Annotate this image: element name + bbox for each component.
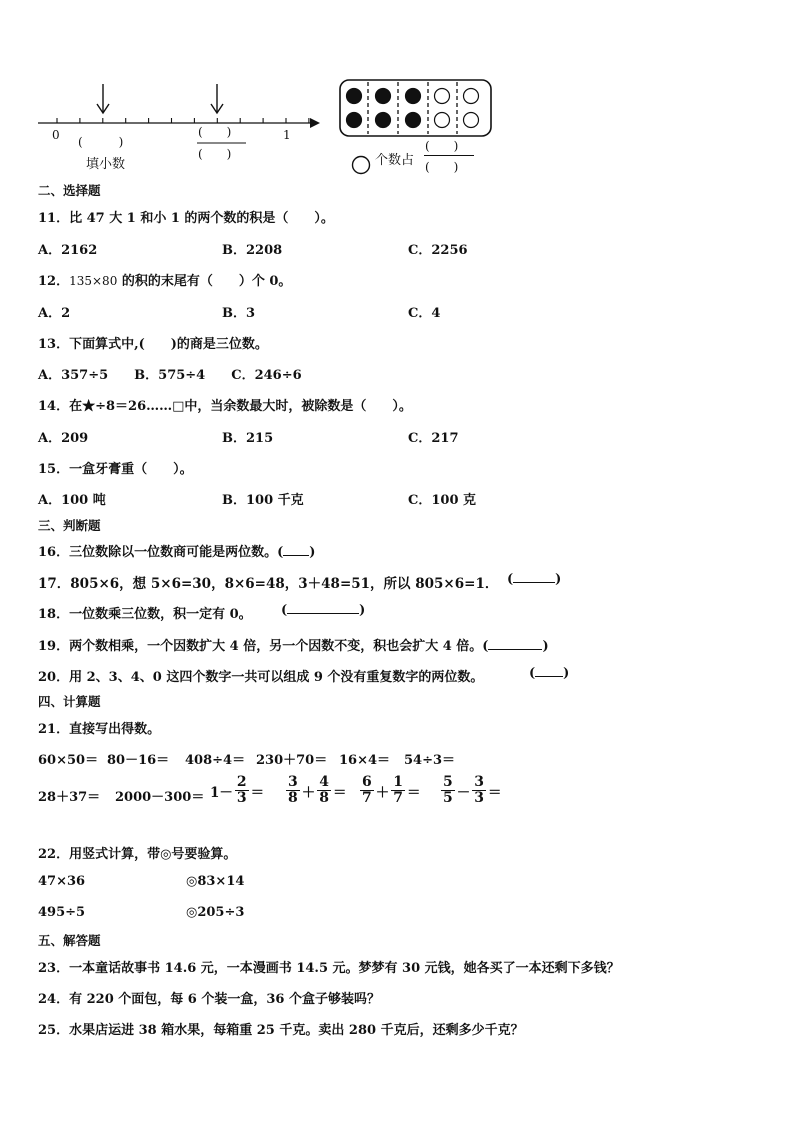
calc-item: 230＋70＝	[256, 753, 328, 768]
calc-item: 16×4＝	[339, 753, 391, 768]
grid-fraction-bottom: ( )	[425, 160, 459, 174]
fraction-blank-bottom[interactable]: ( )	[198, 147, 232, 161]
f3-operator: ＋	[375, 784, 390, 801]
q12-number: 12．	[38, 274, 70, 289]
q15-option-b[interactable]: B．100 千克	[222, 493, 304, 508]
q17-answer-blank[interactable]	[513, 582, 555, 583]
filled-dot	[347, 113, 362, 128]
f4-equals: ＝	[488, 784, 502, 801]
q12-option-b[interactable]: B．3	[222, 306, 256, 321]
vertical-calc-item: 495÷5	[38, 905, 86, 920]
q18-close: )	[359, 603, 366, 618]
fraction	[286, 775, 300, 806]
q20-open: (	[529, 666, 536, 681]
q16-close: )	[309, 545, 316, 560]
denominator: 7	[362, 790, 372, 806]
decimal-blank-a[interactable]: ( )	[78, 135, 124, 149]
question-19	[38, 635, 549, 654]
filled-dot	[406, 89, 421, 104]
fraction	[391, 775, 405, 806]
calc-item: 28＋37＝	[38, 790, 101, 805]
q14-option-c[interactable]: C．217	[408, 431, 459, 446]
q20-answer-blank[interactable]	[535, 676, 563, 677]
q20-close: )	[563, 666, 570, 681]
question-17	[38, 572, 498, 592]
question-23: 23．一本童话故事书 14.6 元，一本漫画书 14.5 元。梦梦有 30 元钱，她各买了一本还剩下多钱？	[38, 961, 620, 976]
fraction	[317, 775, 331, 806]
q13-options[interactable]: A．357÷5 B．575÷4 C．246÷6	[38, 368, 302, 383]
denominator: 3	[236, 790, 247, 806]
question-21: 21．直接写出得数。	[38, 722, 161, 737]
number-line-figure	[0, 70, 330, 170]
fraction-expression-4	[439, 775, 502, 806]
q15-option-c[interactable]: C．100 克	[408, 493, 477, 508]
fraction-blank-top[interactable]: ( )	[198, 125, 232, 139]
numerator: 6	[362, 774, 372, 790]
f4-operator: －	[456, 784, 471, 801]
q12-option-a[interactable]: A．2	[38, 306, 71, 321]
fraction	[360, 775, 374, 806]
question-22: 22．用竖式计算，带◎号要验算。	[38, 847, 237, 862]
grid-fraction-bar	[424, 155, 474, 156]
q12-option-c[interactable]: C．4	[408, 306, 441, 321]
f2-equals: ＝	[333, 784, 347, 801]
numerator: 2	[236, 774, 247, 790]
f1-prefix: 1－	[210, 784, 233, 801]
q17-close: )	[555, 572, 562, 587]
denominator: 8	[288, 790, 298, 806]
calc-item: 408÷4＝	[185, 753, 246, 768]
filled-dot	[347, 89, 362, 104]
f2-operator: ＋	[301, 784, 316, 801]
q11-option-c[interactable]: C．2256	[408, 243, 468, 258]
vertical-calc-item: ◎83×14	[186, 874, 245, 889]
denominator: 5	[443, 790, 453, 806]
fraction	[472, 775, 486, 806]
denominator: 3	[474, 790, 484, 806]
fraction-expression-3	[358, 775, 421, 806]
q15-option-a[interactable]: A．100 吨	[38, 493, 106, 508]
section-calc-heading: 四、计算题	[38, 694, 101, 709]
numerator: 4	[319, 774, 329, 790]
question-11: 11．比 47 大 1 和小 1 的两个数的积是（ ）。	[38, 211, 334, 226]
q11-option-a[interactable]: A．2162	[38, 243, 98, 258]
calc-item: 60×50＝	[38, 753, 99, 768]
numerator: 5	[443, 774, 453, 790]
numerator: 3	[288, 774, 298, 790]
q17-answer	[507, 572, 561, 587]
q16-text: 16．三位数除以一位数商可能是两位数。(	[38, 545, 284, 560]
vertical-calc-item: ◎205÷3	[186, 905, 245, 920]
calc-item: 54÷3＝	[404, 753, 456, 768]
grid-caption: 个数占	[375, 153, 415, 168]
empty-dot	[464, 89, 479, 104]
q19-close: )	[542, 639, 549, 654]
question-25: 25．水果店运进 38 箱水果，每箱重 25 千克。卖出 280 千克后，还剩多少千克？	[38, 1023, 524, 1038]
calc-item: 2000－300＝	[115, 790, 205, 805]
calc-item: 80－16＝	[107, 753, 170, 768]
q20-answer	[529, 666, 569, 681]
q12-text: 的积的末尾有（ ）个 0。	[117, 274, 292, 289]
tick-label-0: 0	[52, 128, 60, 142]
numerator: 1	[393, 774, 403, 790]
filled-dot	[376, 89, 391, 104]
q11-option-b[interactable]: B．2208	[222, 243, 283, 258]
f3-equals: ＝	[407, 784, 421, 801]
fraction	[235, 775, 249, 806]
question-12	[38, 270, 291, 289]
fraction-expression-1	[210, 775, 264, 806]
section-judge-heading: 三、判断题	[38, 518, 101, 533]
denominator: 7	[393, 790, 403, 806]
q18-answer	[281, 603, 365, 618]
numerator: 3	[474, 774, 484, 790]
answer-circle-icon[interactable]	[350, 154, 372, 176]
fraction-expression-2	[284, 775, 347, 806]
tick-label-1: 1	[283, 128, 291, 142]
question-14: 14．在★÷8＝26……□中，当余数最大时，被除数是（ ）。	[38, 399, 412, 414]
f1-equals: ＝	[250, 784, 265, 801]
q17-text: 17．805×6，想 5×6=30，8×6=48，3＋48=51，所以 805×6=1．	[38, 576, 499, 592]
question-18: 18．一位数乘三位数，积一定有 0。	[38, 607, 252, 622]
q19-answer-blank[interactable]	[488, 649, 542, 650]
fraction	[441, 775, 455, 806]
q14-option-a[interactable]: A．209	[38, 431, 89, 446]
q16-answer-blank[interactable]	[283, 555, 309, 556]
q17-open: (	[507, 572, 514, 587]
question-13: 13．下面算式中,( )的商是三位数。	[38, 337, 268, 352]
q12-expression: 135×80	[69, 274, 118, 288]
dot-grid-box	[338, 78, 496, 140]
q14-option-b[interactable]: B．215	[222, 431, 274, 446]
empty-dot	[435, 89, 450, 104]
question-24: 24．有 220 个面包，每 6 个装一盒，36 个盒子够装吗？	[38, 992, 380, 1007]
grid-fraction-top[interactable]: ( )	[425, 139, 459, 153]
denominator: 8	[319, 790, 329, 806]
q19-text: 19．两个数相乘，一个因数扩大 4 倍，另一个因数不变，积也会扩大 4 倍。(	[38, 639, 489, 654]
q18-answer-blank[interactable]	[287, 613, 359, 614]
number-line-caption: 填小数	[86, 157, 126, 172]
q18-open: (	[281, 603, 288, 618]
filled-dot	[406, 113, 421, 128]
section-choice-heading: 二、选择题	[38, 183, 101, 198]
empty-dot	[435, 113, 450, 128]
filled-dot	[376, 113, 391, 128]
question-20: 20．用 2、3、4、0 这四个数字一共可以组成 9 个没有重复数字的两位数。	[38, 670, 484, 685]
section-solve-heading: 五、解答题	[38, 933, 101, 948]
question-16	[38, 541, 315, 560]
vertical-calc-item: 47×36	[38, 874, 86, 889]
empty-dot	[464, 113, 479, 128]
question-15: 15．一盒牙膏重（ ）。	[38, 462, 193, 477]
